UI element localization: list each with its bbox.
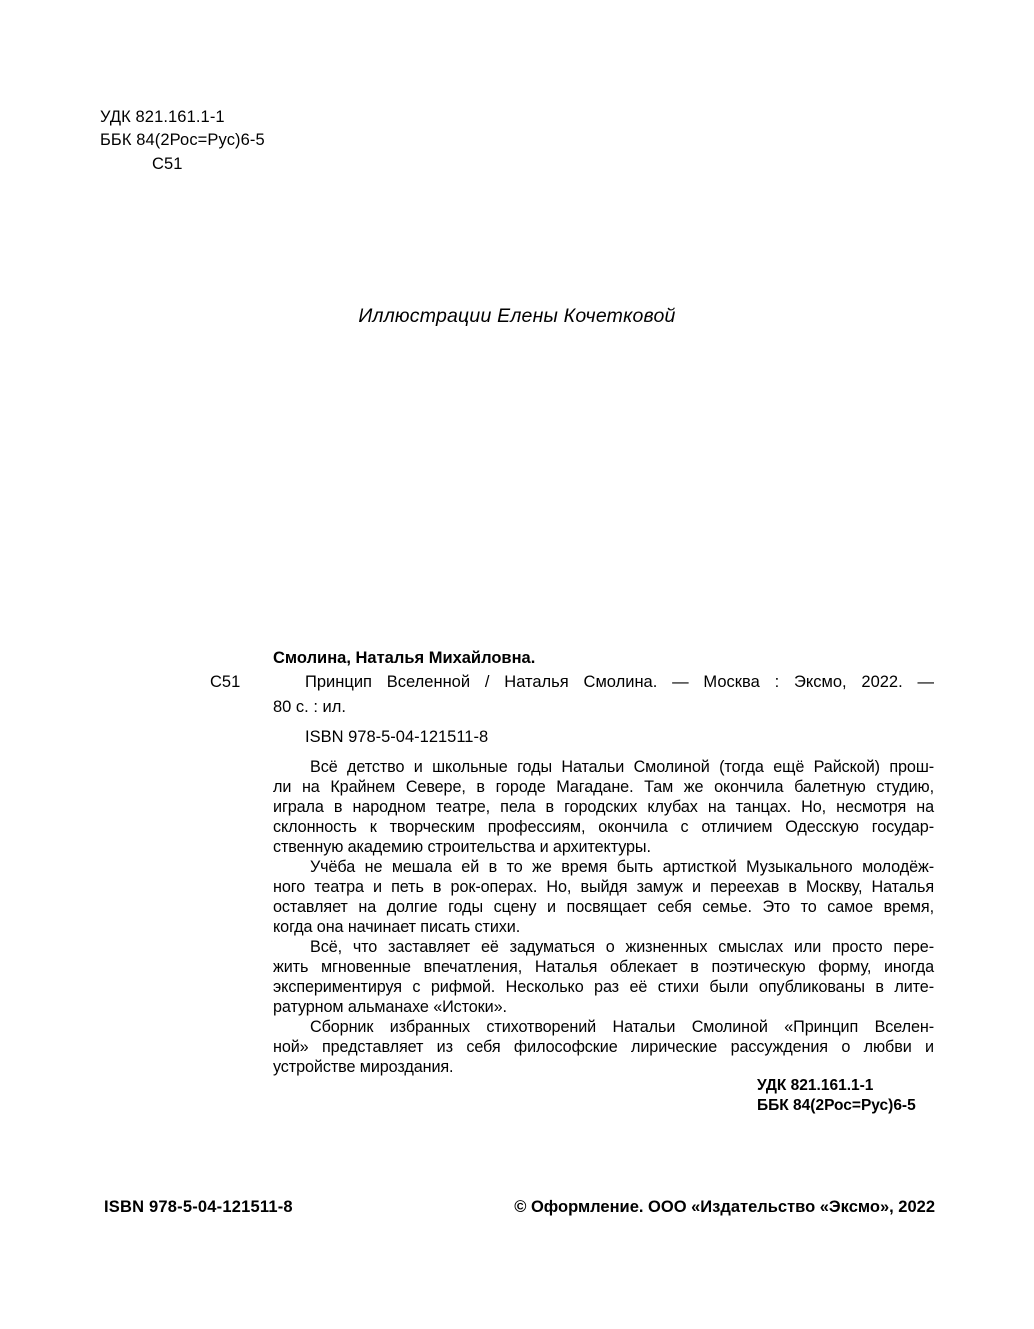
author-sign: С51 — [152, 154, 183, 173]
annotation-line: Учёба не мешала ей в то же время быть артисткой Музыкального молодёж- — [310, 858, 934, 876]
annotation-line: ственную академию строительства и архитектуры. — [273, 838, 651, 856]
annotation-line: Сборник избранных стихотворений Натальи Смолиной «Принцип Вселен- — [310, 1018, 934, 1036]
annotation-line: Всё детство и школьные годы Натальи Смолиной (тогда ещё Райской) прош- — [310, 758, 934, 776]
annotation-block — [273, 757, 934, 1077]
annotation-line: ной» представляет из себя философские лирические рассуждения о любви и — [273, 1038, 934, 1056]
annotation-line: жить мгновенные впечатления, Наталья облекает в поэтическую форму, иногда — [273, 958, 934, 976]
annotation-line: устройстве мироздания. — [273, 1058, 454, 1076]
bbk-code: ББК 84(2Рос=Рус)6-5 — [100, 131, 265, 150]
annotation-line: оставляет на долгие годы сцену и посвящает себя семье. Это то самое время, — [273, 898, 934, 916]
top-bibliographic-codes — [100, 106, 265, 176]
bottom-bibliographic-codes — [757, 1076, 916, 1115]
udc-code: УДК 821.161.1-1 — [100, 108, 225, 126]
annotation-line: играла в народном театре, пела в городских клубах на танцах. Но, несмотря на — [273, 798, 934, 816]
catalog-author: Смолина, Наталья Михайловна. — [273, 649, 536, 667]
annotation-line: экспериментируя с рифмой. Несколько раз её стихи были опубликованы в лите- — [273, 978, 934, 996]
catalog-title-line-2: 80 с. : ил. — [273, 698, 346, 716]
bbk-code-bottom: ББК 84(2Рос=Рус)6-5 — [757, 1096, 916, 1114]
catalog-isbn: ISBN 978-5-04-121511-8 — [305, 728, 489, 746]
annotation-line: когда она начинает писать стихи. — [273, 918, 521, 936]
annotation-line: Всё, что заставляет её задуматься о жизненных смыслах или просто пере- — [310, 938, 934, 956]
udc-code-bottom: УДК 821.161.1-1 — [757, 1077, 874, 1094]
annotation-line: ного театра и петь в рок-операх. Но, выйдя замуж и переехав в Москву, Наталья — [273, 878, 934, 896]
annotation-line: склонность к творческим профессиям, окончила с отличием Одесскую государ- — [273, 818, 934, 836]
footer-copyright: © Оформление. ООО «Издательство «Эксмо», 2022 — [514, 1198, 935, 1216]
annotation-line: ратурном альманахе «Истоки». — [273, 998, 507, 1016]
annotation-line: ли на Крайнем Севере, в городе Магадане. Там же окончила балетную студию, — [273, 778, 934, 796]
catalog-margin-code: С51 — [210, 673, 241, 691]
illustrations-credit: Иллюстрации Елены Кочетковой — [358, 305, 676, 327]
catalog-title-line-1: Принцип Вселенной / Наталья Смолина. — Москва : Эксмо, 2022. — — [305, 673, 934, 691]
footer-isbn: ISBN 978-5-04-121511-8 — [104, 1198, 293, 1216]
